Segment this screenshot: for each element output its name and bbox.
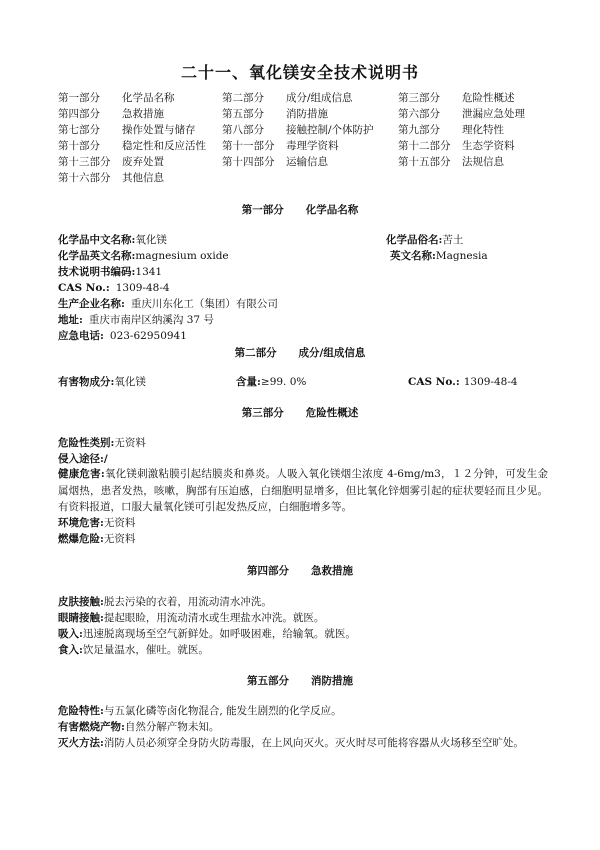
toc-row xyxy=(58,106,558,122)
toc-item-number: 第十一部分 xyxy=(222,140,275,152)
toc-row xyxy=(58,154,558,170)
toc-item-number: 第五部分 xyxy=(222,108,264,120)
toc-item xyxy=(222,90,353,106)
danger-property-value: 与五氯化磷等卤化物混合, 能发生剧烈的化学反应。 xyxy=(103,705,342,717)
section-2-heading: 第二部分 成分/组成信息 xyxy=(234,347,366,359)
entry-route-value: / xyxy=(103,453,108,465)
toc-item xyxy=(398,106,525,122)
toc-item-number: 第一部分 xyxy=(58,92,100,104)
toc-item xyxy=(398,122,504,138)
environment-hazard-row xyxy=(58,515,135,531)
toc-item-number: 第十三部分 xyxy=(58,156,111,168)
toc-row xyxy=(58,122,558,138)
ingestion-value: 饮足量温水，催吐。就医。 xyxy=(82,644,209,656)
toc-item xyxy=(398,138,515,154)
address-label: 地址: xyxy=(58,314,83,326)
code-row xyxy=(58,264,162,280)
toc-item-title: 生态学资料 xyxy=(462,140,515,152)
toc-item xyxy=(58,138,206,154)
inhalation-value: 迅速脱离现场至空气新鲜处。如呼吸困难，给输氧。就医。 xyxy=(82,628,356,640)
toc-item xyxy=(222,122,374,138)
skin-contact-row xyxy=(58,594,272,610)
toc-item-title: 其他信息 xyxy=(122,172,164,184)
toc-item xyxy=(222,154,328,170)
toc-item-title: 接触控制/个体防护 xyxy=(286,124,374,136)
hazard-class-row xyxy=(58,435,146,451)
environment-hazard-value: 无资料 xyxy=(103,517,136,529)
health-hazard-paragraph xyxy=(58,466,548,516)
toc-item xyxy=(58,122,196,138)
table-of-contents xyxy=(58,90,558,186)
composition-cas-label: CAS No.: xyxy=(408,376,460,388)
code-value: 1341 xyxy=(135,266,163,278)
toc-item-number: 第八部分 xyxy=(222,124,264,136)
combustion-products-row xyxy=(58,719,219,735)
phone-label: 应急电话: xyxy=(58,330,104,342)
toc-item-number: 第十二部分 xyxy=(398,140,451,152)
toc-item-title: 废弃处置 xyxy=(122,156,164,168)
skin-contact-value: 脱去污染的衣着，用流动清水冲洗。 xyxy=(103,596,272,608)
hazard-class-value: 无资料 xyxy=(114,437,146,449)
address-row xyxy=(58,312,214,328)
toc-item-number: 第十六部分 xyxy=(58,172,111,184)
toc-row xyxy=(58,90,558,106)
toc-item xyxy=(58,154,164,170)
hazard-class-label: 危险性类别: xyxy=(58,437,115,449)
ingestion-label: 食入: xyxy=(58,644,83,656)
fire-hazard-value: 无资料 xyxy=(103,533,136,545)
environment-hazard-label: 环境危害: xyxy=(58,517,104,529)
maker-label: 生产企业名称: xyxy=(58,298,125,310)
fire-hazard-label: 燃爆危险: xyxy=(58,533,104,545)
section-5-heading: 第五部分 消防措施 xyxy=(247,675,353,687)
section-4-heading: 第四部分 急救措施 xyxy=(247,565,353,577)
skin-contact-label: 皮肤接触: xyxy=(58,596,104,608)
toc-item-number: 第七部分 xyxy=(58,124,100,136)
toc-item xyxy=(398,154,504,170)
toc-item-number: 第十部分 xyxy=(58,140,100,152)
cas-row xyxy=(58,280,170,296)
inhalation-label: 吸入: xyxy=(58,628,83,640)
toc-item-title: 法规信息 xyxy=(462,156,504,168)
toc-row xyxy=(58,170,558,186)
content-label: 含量: xyxy=(236,376,261,388)
extinguish-method-label: 灭火方法: xyxy=(58,737,104,749)
toc-item-title: 毒理学资料 xyxy=(286,140,339,152)
toc-item-title: 成分/组成信息 xyxy=(286,92,353,104)
toc-item xyxy=(58,90,175,106)
en-name-label: 化学品英文名称: xyxy=(58,250,136,262)
toc-item-number: 第九部分 xyxy=(398,124,440,136)
health-hazard-value: 氧化镁刺激粘膜引起结膜炎和鼻炎。人吸入氧化镁烟尘浓度 4-6mg/m3，１２分钟，可发生金属烟热，患者发热，咳嗽，胸部有压迫感，白细胞明显增多，但比氧化锌烟雾引起的症状要轻而且少见。有资料报道，口服大量氧化镁可引起发热反应，白细胞增多等。 xyxy=(58,468,548,513)
fire-hazard-row xyxy=(58,531,135,547)
cn-name-row xyxy=(58,232,548,248)
toc-item-title: 危险性概述 xyxy=(462,92,515,104)
toc-item-title: 运输信息 xyxy=(286,156,328,168)
section-3-heading: 第三部分 危险性概述 xyxy=(241,407,359,419)
toc-item-title: 消防措施 xyxy=(286,108,328,120)
inhalation-row xyxy=(58,626,356,642)
common-name-value: 苦土 xyxy=(442,234,464,246)
eye-contact-row xyxy=(58,610,324,626)
danger-property-row xyxy=(58,703,342,719)
toc-item xyxy=(398,90,515,106)
hazard-component-value: 氧化镁 xyxy=(114,376,146,388)
health-hazard-label: 健康危害: xyxy=(58,468,105,480)
document-title: 二十一、氧化镁安全技术说明书 xyxy=(180,63,419,82)
toc-item-title: 稳定性和反应活性 xyxy=(122,140,206,152)
cn-name-label: 化学品中文名称: xyxy=(58,234,136,246)
combustion-products-label: 有害燃烧产物: xyxy=(58,721,125,733)
toc-item xyxy=(58,106,164,122)
extinguish-method-value: 消防人员必须穿全身防火防毒服，在上风向灭火。灭火时尽可能将容器从火场移至空旷处。 xyxy=(103,737,524,749)
maker-value: 重庆川东化工（集团）有限公司 xyxy=(130,298,278,310)
toc-item-title: 化学品名称 xyxy=(122,92,175,104)
extinguish-method-row xyxy=(58,735,524,751)
toc-item-title: 急救措施 xyxy=(122,108,164,120)
toc-item-number: 第十四部分 xyxy=(222,156,275,168)
toc-item xyxy=(222,106,328,122)
en-name-value: magnesium oxide xyxy=(135,250,229,262)
entry-route-label: 侵入途径: xyxy=(58,453,104,465)
toc-item xyxy=(222,138,339,154)
common-name-label: 化学品俗名: xyxy=(386,234,443,246)
address-value: 重庆市南岸区纳溪沟 37 号 xyxy=(88,314,214,326)
code-label: 技术说明书编码: xyxy=(58,266,136,278)
ingestion-row xyxy=(58,642,209,658)
en-short-label: 英文名称: xyxy=(390,250,436,262)
toc-row xyxy=(58,138,558,154)
eye-contact-value: 提起眼睑，用流动清水或生理盐水冲洗。就医。 xyxy=(103,612,325,624)
cas-value: 1309-48-4 xyxy=(115,282,170,294)
entry-route-row xyxy=(58,451,108,467)
toc-item-number: 第三部分 xyxy=(398,92,440,104)
toc-item-title: 泄漏应急处理 xyxy=(462,108,525,120)
cas-label: CAS No.: xyxy=(58,282,110,294)
toc-item-title: 操作处置与储存 xyxy=(122,124,196,136)
toc-item xyxy=(58,170,164,186)
content-value: ≥99. 0% xyxy=(260,376,307,388)
toc-item-number: 第六部分 xyxy=(398,108,440,120)
toc-item-number: 第十五部分 xyxy=(398,156,451,168)
danger-property-label: 危险特性: xyxy=(58,705,104,717)
en-short-value: Magnesia xyxy=(435,250,488,262)
hazard-component-label: 有害物成分: xyxy=(58,376,115,388)
maker-row xyxy=(58,296,278,312)
toc-item-title: 理化特性 xyxy=(462,124,504,136)
section-1-heading: 第一部分 化学品名称 xyxy=(241,204,359,216)
combustion-products-value: 自然分解产物未知。 xyxy=(124,721,220,733)
cn-name-value: 氧化镁 xyxy=(135,234,167,246)
eye-contact-label: 眼睛接触: xyxy=(58,612,104,624)
composition-row xyxy=(58,374,548,390)
toc-item-number: 第二部分 xyxy=(222,92,264,104)
en-name-row xyxy=(58,248,548,264)
phone-row xyxy=(58,328,187,344)
toc-item-number: 第四部分 xyxy=(58,108,100,120)
phone-value: 023-62950941 xyxy=(109,330,187,342)
composition-cas-value: 1309-48-4 xyxy=(463,376,518,388)
